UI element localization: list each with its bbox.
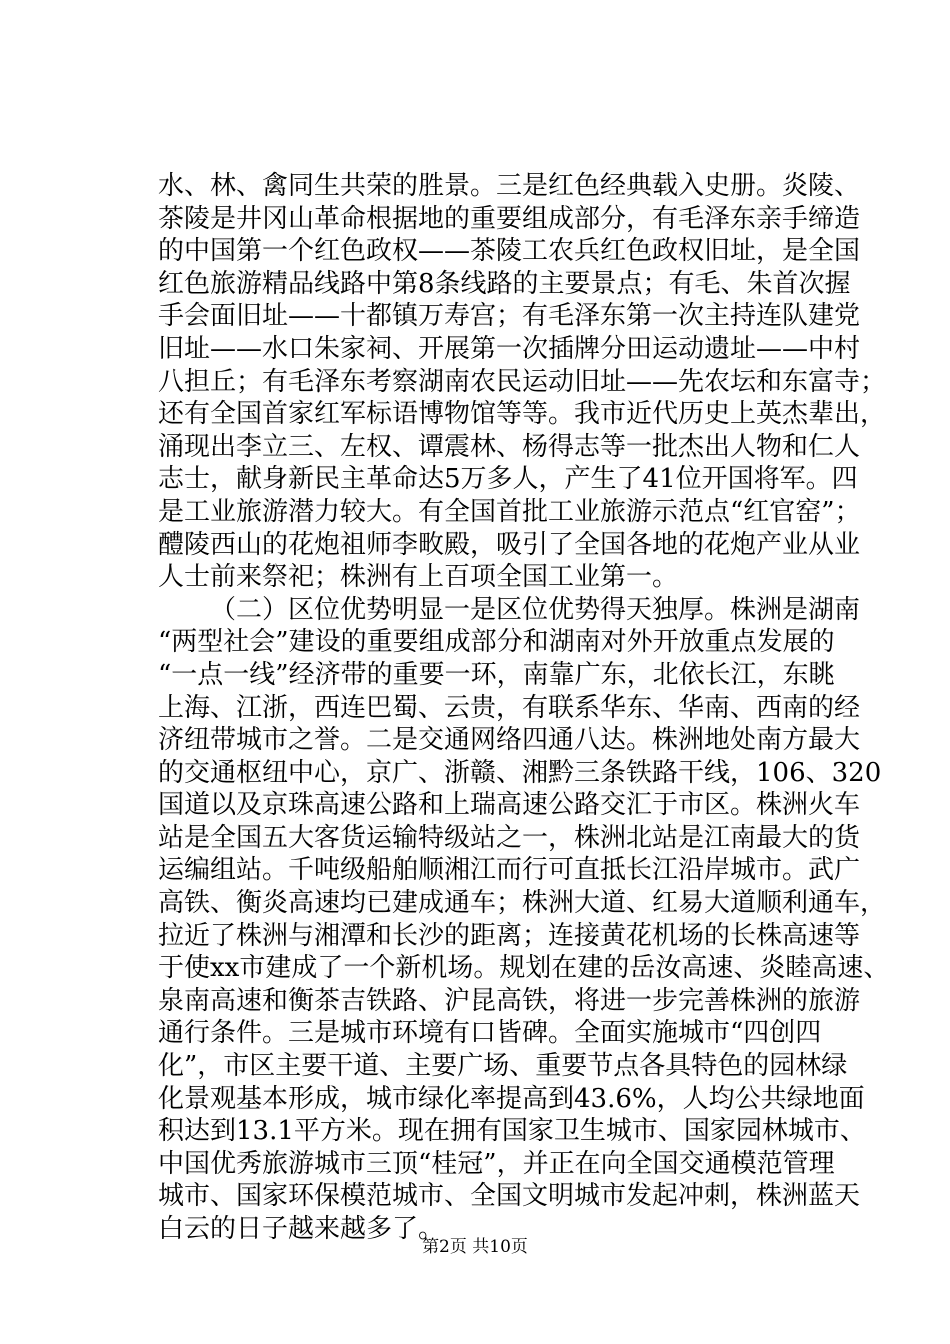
text-line: 城市、国家环保模范城市、全国文明城市发起冲刺，株洲蓝天: [158, 1181, 861, 1212]
text-line: 国道以及京珠高速公路和上瑞高速公路交汇于市区。株洲火车: [158, 790, 861, 821]
text-line: 水、林、禽同生共荣的胜景。三是红色经典载入史册。炎陵、: [158, 171, 861, 201]
text-line: 手会面旧址——十都镇万寿宫；有毛泽东第一次主持连队建党: [158, 301, 861, 332]
text-line: 旧址——水口朱家祠、开展第一次插牌分田运动遗址——中村: [158, 333, 861, 364]
text-line: “两型社会”建设的重要组成部分和湖南对外开放重点发展的: [158, 627, 835, 658]
body-text: [158, 170, 890, 1246]
text-line: 涌现出李立三、左权、谭震林、杨得志等一批杰出人物和仁人: [158, 431, 861, 462]
text-line: 茶陵是井冈山革命根据地的重要组成部分，有毛泽东亲手缔造: [158, 203, 861, 234]
text-line: “一点一线”经济带的重要一环，南靠广东，北依长江，东眺: [158, 659, 835, 690]
text-line: 高铁、衡炎高速均已建成通车；株洲大道、红易大道顺利通车，: [158, 888, 887, 919]
text-line: 泉南高速和衡茶吉铁路、沪昆高铁，将进一步完善株洲的旅游: [158, 985, 861, 1016]
text-line: 于使xx市建成了一个新机场。规划在建的岳汝高速、炎睦高速、: [158, 953, 890, 984]
text-line: 拉近了株洲与湘潭和长沙的距离；连接黄花机场的长株高速等: [158, 920, 861, 951]
text-line: 红色旅游精品线路中第8条线路的主要景点；有毛、朱首次握: [158, 268, 851, 299]
text-line: 白云的日子越来越多了。: [158, 1214, 445, 1244]
text-line: 积达到13.1平方米。现在拥有国家卫生城市、国家园林城市、: [158, 1116, 866, 1147]
text-line: 还有全国首家红军标语博物馆等等。我市近代历史上英杰辈出，: [158, 399, 887, 430]
text-line: 的中国第一个红色政权——茶陵工农兵红色政权旧址，是全国: [158, 236, 861, 267]
text-line: 中国优秀旅游城市三顶“桂冠”，并正在向全国交通模范管理: [158, 1148, 835, 1179]
text-line: 济纽带城市之誉。二是交通网络四通八达。株洲地处南方最大: [158, 725, 861, 756]
text-line: 志士，献身新民主革命达5万多人，产生了41位开国将军。四: [158, 464, 858, 495]
text-line: 醴陵西山的花炮祖师李畋殿，吸引了全国各地的花炮产业从业: [158, 529, 861, 560]
paragraph-start-line: （二）区位优势明显一是区位优势得天独厚。株洲是湖南: [210, 594, 861, 625]
page-footer: 第2页 共10页: [422, 1237, 528, 1257]
text-line: 化”，市区主要干道、主要广场、重要节点各具特色的园林绿: [158, 1051, 848, 1082]
text-line: 上海、江浙，西连巴蜀、云贵，有联系华东、华南、西南的经: [158, 692, 861, 723]
text-line: 人士前来祭祀；株洲有上百项全国工业第一。: [158, 562, 679, 593]
text-line: 是工业旅游潜力较大。有全国首批工业旅游示范点“红官窑”；: [158, 496, 861, 527]
text-line: 站是全国五大客货运输特级站之一，株洲北站是江南最大的货: [158, 822, 861, 853]
text-line: 八担丘；有毛泽东考察湖南农民运动旧址——先农坛和东富寺；: [158, 366, 887, 397]
text-line: 通行条件。三是城市环境有口皆碑。全面实施城市“四创四: [158, 1018, 822, 1049]
text-line: 化景观基本形成，城市绿化率提高到43.6%，人均公共绿地面: [158, 1083, 865, 1114]
text-line: 运编组站。千吨级船舶顺湘江而行可直抵长江沿岸城市。武广: [158, 855, 861, 886]
text-line: 的交通枢纽中心，京广、浙赣、湘黔三条铁路干线，106、320: [158, 757, 882, 788]
